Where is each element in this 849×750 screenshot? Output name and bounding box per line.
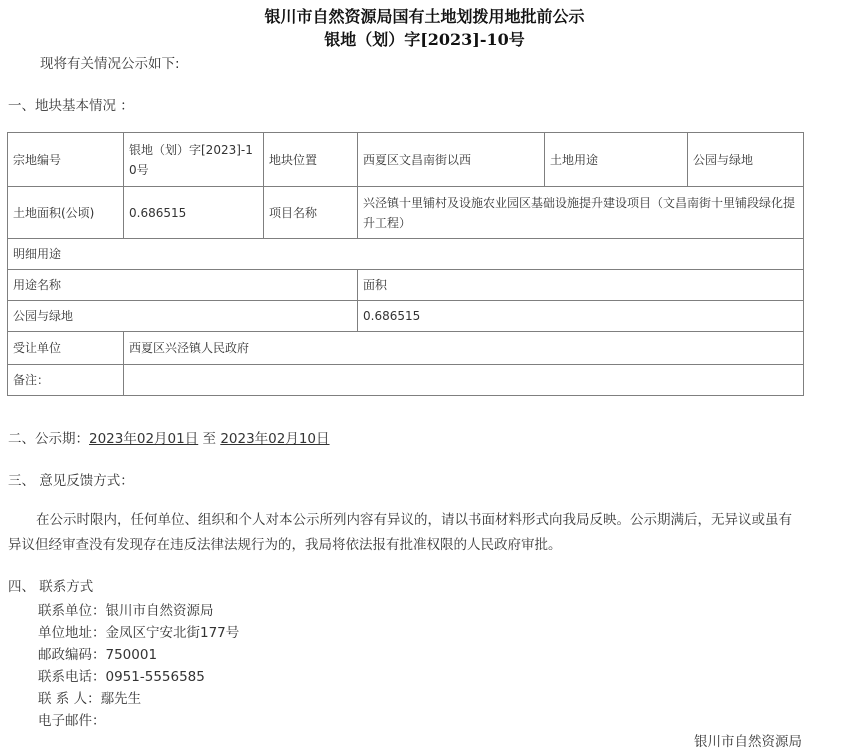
intro-text: 现将有关情况公示如下: — [40, 56, 180, 72]
period-end-date: 2023年02月10日 — [220, 431, 330, 447]
section3-heading: 三、 意见反馈方式： — [8, 473, 134, 489]
table-row — [8, 332, 804, 365]
location-value: 西夏区文昌南街以西 — [358, 133, 545, 187]
table-row — [8, 133, 804, 187]
period-start-date: 2023年02月01日 — [89, 431, 199, 447]
period-separator: 至 — [202, 431, 217, 447]
publicity-period — [8, 427, 330, 447]
land-use-label: 土地用途 — [545, 133, 688, 187]
contact-postcode: 邮政编码：750001 — [38, 647, 158, 663]
area-label: 土地面积(公顷) — [8, 187, 124, 239]
project-label: 项目名称 — [264, 187, 358, 239]
document-number: 银地（划）字[2023]-10号 — [324, 30, 525, 49]
table-row — [8, 187, 804, 239]
remark-label: 备注： — [8, 365, 124, 396]
land-use-value: 公园与绿地 — [688, 133, 804, 187]
detail-use-heading: 明细用途 — [8, 239, 804, 270]
parcel-info-table — [7, 132, 804, 396]
contact-address: 单位地址：金凤区宁安北街177号 — [38, 625, 240, 641]
use-area-value: 0.686515 — [358, 301, 804, 332]
area-value: 0.686515 — [124, 187, 264, 239]
use-name-value: 公园与绿地 — [8, 301, 358, 332]
parcel-no-value: 银地（划）字[2023]-10号 — [124, 133, 264, 187]
use-area-header: 面积 — [358, 270, 804, 301]
contact-email: 电子邮件： — [38, 713, 106, 729]
page-title: 银川市自然资源局国有土地划拨用地批前公示 — [264, 7, 585, 26]
assignee-value: 西夏区兴泾镇人民政府 — [124, 332, 804, 365]
location-label: 地块位置 — [264, 133, 358, 187]
section4-heading: 四、 联系方式 — [8, 579, 94, 595]
remark-value — [124, 365, 804, 396]
contact-phone: 联系电话：0951-5556585 — [38, 669, 205, 685]
table-row — [8, 270, 804, 301]
issuer-signature: 银川市自然资源局 — [694, 734, 802, 750]
assignee-label: 受让单位 — [8, 332, 124, 365]
section1-heading: 一、地块基本情况 ： — [8, 98, 134, 114]
table-row — [8, 365, 804, 396]
contact-person: 联 系 人：鄢先生 — [38, 691, 142, 707]
use-name-header: 用途名称 — [8, 270, 358, 301]
section2-heading: 二、公示期： — [8, 431, 89, 447]
project-value: 兴泾镇十里铺村及设施农业园区基础设施提升建设项目（文昌南街十里铺段绿化提升工程） — [358, 187, 804, 239]
contact-unit: 联系单位：银川市自然资源局 — [38, 603, 214, 619]
table-row — [8, 301, 804, 332]
table-row — [8, 239, 804, 270]
parcel-no-label: 宗地编号 — [8, 133, 124, 187]
feedback-paragraph: 在公示时限内，任何单位、组织和个人对本公示所列内容有异议的，请以书面材料形式向我局反映。公示期满后，无异议或虽有异议但经审查没有发现存在违反法律法规行为的，我局将依法报有批准权限的人民政府审批。 — [8, 512, 792, 553]
